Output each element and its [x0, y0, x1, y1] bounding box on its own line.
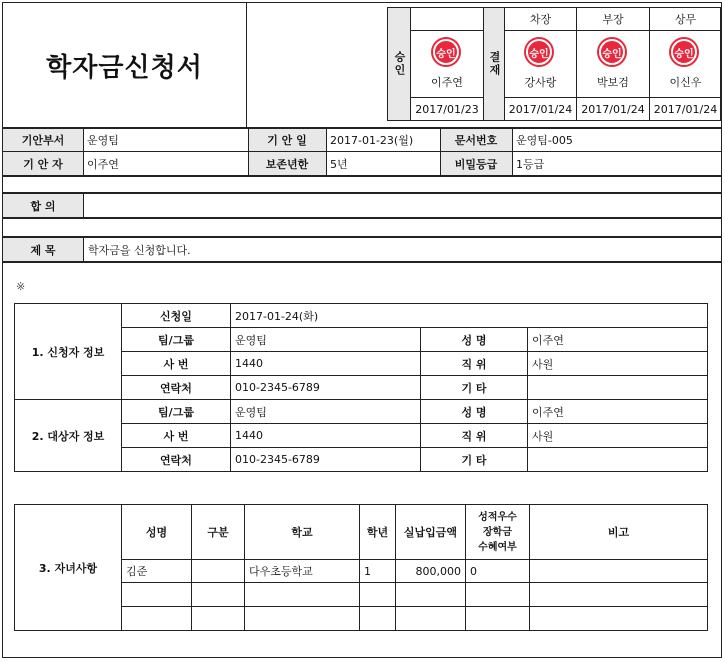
- table-cell: [122, 607, 192, 631]
- table-cell: [396, 607, 466, 631]
- applicant-target-table: [14, 303, 708, 472]
- applicant-section-label: 1. 신청자 정보: [15, 304, 122, 400]
- approver-title: 부장: [602, 13, 624, 26]
- retention-value: 5년: [330, 157, 348, 171]
- approver-name: 박보검: [597, 76, 629, 89]
- drafter-label: 기 안 자: [3, 152, 83, 175]
- column-header: 비고: [530, 505, 708, 560]
- dept-value: 운영팀: [87, 134, 119, 147]
- table-cell: [192, 560, 245, 583]
- approver-title: 상무: [674, 13, 697, 26]
- team-value: 운영팀: [231, 400, 421, 424]
- column-header: 구분: [192, 505, 245, 560]
- approval-seung-label: 승인: [388, 8, 410, 120]
- table-cell: [245, 583, 360, 607]
- column-header: 성적우수 장학금 수혜여부: [466, 505, 530, 560]
- children-table: [14, 504, 708, 631]
- approver-name: 강사랑: [524, 76, 557, 89]
- team-value: 운영팀: [231, 328, 421, 352]
- table-cell: [360, 607, 396, 631]
- drafter-value: 이주연: [87, 157, 119, 171]
- retention-label: 보존년한: [248, 152, 326, 175]
- approver-date: 2017/01/24: [508, 102, 573, 116]
- subject-value: 학자금을 신청합니다.: [88, 243, 191, 257]
- table-cell: 다우초등학교: [245, 560, 360, 583]
- contact-label: 연락처: [122, 448, 231, 472]
- etc-label: 기 타: [421, 448, 528, 472]
- table-cell: [396, 583, 466, 607]
- table-cell: [245, 607, 360, 631]
- approval-box: [387, 7, 721, 121]
- table-cell: [192, 607, 245, 631]
- security-label: 비밀등급: [440, 152, 512, 175]
- empno-label: 사 번: [122, 352, 231, 376]
- document-title: 학자금신청서: [46, 53, 203, 83]
- target-section-label: 2. 대상자 정보: [15, 400, 122, 472]
- table-cell: 1: [360, 560, 396, 583]
- etc-label: 기 타: [421, 376, 528, 400]
- contact-value: 010-2345-6789: [231, 448, 421, 472]
- position-value: 사원: [528, 424, 708, 448]
- name-label: 성 명: [421, 328, 528, 352]
- column-header: 학년: [360, 505, 396, 560]
- approver-cell: [411, 31, 483, 97]
- approver-date: 2017/01/23: [415, 102, 479, 116]
- table-cell: [466, 583, 530, 607]
- empno-value: 1440: [231, 424, 421, 448]
- children-section-label: 3. 자녀사항: [15, 505, 122, 631]
- security-value: 1등급: [516, 157, 545, 171]
- approver-cell: [505, 31, 576, 97]
- position-label: 직 위: [421, 424, 528, 448]
- etc-value: [528, 448, 708, 472]
- empno-label: 사 번: [122, 424, 231, 448]
- column-header: 학교: [245, 505, 360, 560]
- table-cell: 800,000: [396, 560, 466, 583]
- table-cell: [530, 583, 708, 607]
- subject-label: 제 목: [3, 238, 83, 261]
- approver-cell: [650, 31, 721, 97]
- contact-value: 010-2345-6789: [231, 376, 421, 400]
- table-cell: [360, 583, 396, 607]
- name-value: 이주연: [528, 328, 708, 352]
- name-value: 이주연: [528, 400, 708, 424]
- approval-stamp-icon: 승인: [671, 39, 697, 65]
- draft-date-value: 2017-01-23(월): [330, 134, 414, 147]
- table-cell: [122, 583, 192, 607]
- empno-value: 1440: [231, 352, 421, 376]
- apply-date-value: 2017-01-24(화): [231, 304, 708, 328]
- contact-label: 연락처: [122, 376, 231, 400]
- approver-name: 이주연: [431, 76, 463, 89]
- team-label: 팀/그룹: [122, 400, 231, 424]
- table-cell: 0: [466, 560, 530, 583]
- name-label: 성 명: [421, 400, 528, 424]
- note-mark: ※: [16, 279, 26, 293]
- approver-title: 차장: [529, 13, 552, 26]
- table-cell: [192, 583, 245, 607]
- approval-stamp-icon: 승인: [526, 39, 552, 65]
- column-header: 성명: [122, 505, 192, 560]
- table-cell: [530, 560, 708, 583]
- column-header: 실납입금액: [396, 505, 466, 560]
- doc-number-label: 문서번호: [440, 129, 512, 151]
- approval-stamp-icon: 승인: [599, 39, 625, 65]
- approval-stamp-icon: 승인: [433, 39, 459, 65]
- team-label: 팀/그룹: [122, 328, 231, 352]
- table-cell: [530, 607, 708, 631]
- etc-value: [528, 376, 708, 400]
- approver-date: 2017/01/24: [653, 102, 718, 116]
- position-value: 사원: [528, 352, 708, 376]
- agreement-value: [84, 194, 722, 217]
- table-cell: [466, 607, 530, 631]
- dept-label: 기안부서: [3, 129, 83, 151]
- approver-title: [411, 8, 483, 30]
- doc-number-value: 운영팀-005: [516, 134, 573, 147]
- table-cell: 김준: [122, 560, 192, 583]
- approval-gyeoljae-label: 결재: [484, 8, 504, 120]
- draft-date-label: 기 안 일: [248, 129, 326, 151]
- approver-name: 이신우: [669, 76, 702, 89]
- agreement-label: 합 의: [3, 194, 83, 217]
- apply-date-label: 신청일: [122, 304, 231, 328]
- approver-date: 2017/01/24: [581, 102, 645, 116]
- approver-cell: [577, 31, 649, 97]
- position-label: 직 위: [421, 352, 528, 376]
